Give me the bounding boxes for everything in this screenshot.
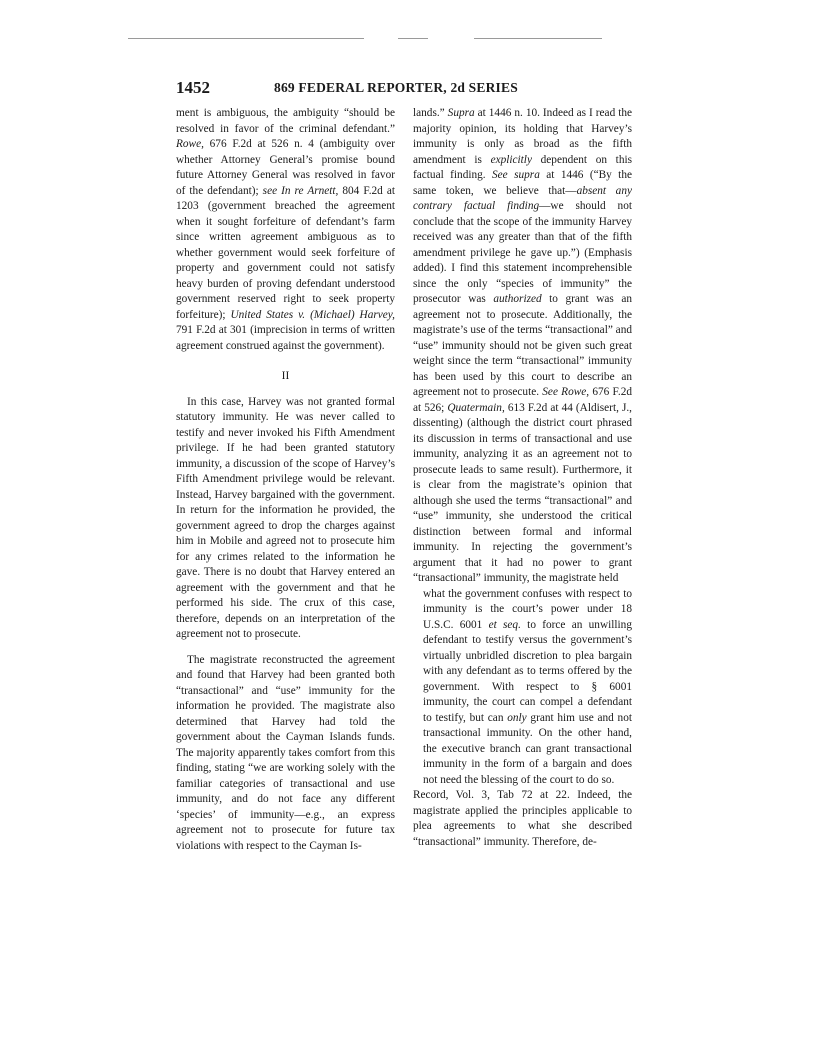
emphasis: absent any contrary factual finding xyxy=(413,184,632,212)
case-citation: See Rowe, xyxy=(542,386,590,398)
right-column xyxy=(413,106,632,850)
paragraph-continued: lands.” Supra at 1446 n. 10. Indeed as I read the majority opinion, its holding that Harvey’s immunity is only as broad as the fifth amendment is explicitly dependent on this factual finding. See supra at 1446 (“By the same token, we believe that—absent any contrary factual finding—we should not conclude that the scope of the immunity Harvey received was any greater than that of the fifth amendment privilege he gave up.”) (Emphasis added). I find this statement incomprehensible since the only “species of immunity” the prosecutor was authorized to grant was an agreement not to prosecute. Additionally, the magistrate’s use of the terms “transactional” and “use” immunity should not be given such great weight since the term “transactional” immunity has been used by this court to describe an agreement not to prosecute. See Rowe, 676 F.2d at 526; Quatermain, 613 F.2d at 44 (Aldisert, J., dissenting) (although the district court phrased its discussion in terms of transactional and use immunity, analyzing it as an agreement not to prosecute leads to same result). Furthermore, it is clear from the magistrate’s opinion that although she used the terms “transactional” and “use” immunity, she understood the critical distinction between formal and informal immunity. In rejecting the government’s argument that it had no power to grant “transactional” immunity, the magistrate held xyxy=(413,107,633,584)
paragraph: Record, Vol. 3, Tab 72 at 22. Indeed, the magistrate applied the principles applicable to plea agreements to what she described “transactional” immunity. Therefore, de- xyxy=(413,789,632,848)
paragraph-continued: ment is ambiguous, the ambiguity “should be resolved in favor of the criminal defendant.” Rowe, 676 F.2d at 526 n. 4 (ambiguity over whether Attorney General’s promise bound future Attorney General was resolved in favor of the defendant); see In re Arnett, 804 F.2d at 1203 (government breached the agreement when it sought forfeiture of defendant’s farm since written agreement ambiguous as to whether government would seek forfeiture of property and government could not satisfy heavy burden of proving defendant understood government reserved right to seek property forfeiture); United States v. (Michael) Harvey, 791 F.2d at 301 (imprecision in terms of written agreement construed against the government). xyxy=(176,107,395,352)
emphasis: et seq. xyxy=(488,618,521,631)
case-citation: see In re Arnett, xyxy=(262,184,339,197)
case-citation: Rowe, xyxy=(176,138,204,150)
page-header xyxy=(176,78,642,100)
emphasis: explicitly xyxy=(490,153,532,166)
case-citation: United States v. (Michael) Harvey, xyxy=(230,308,395,321)
running-head: 869 FEDERAL REPORTER, 2d SERIES xyxy=(274,80,518,95)
scan-artifact-line xyxy=(474,38,602,39)
scan-artifact-line xyxy=(128,38,364,39)
block-quote-text: what the government confuses with respect to immunity is the court’s power under 18 U.S.C. 6001 et seq. to force an unwilling defendant to testify versus the government’s virtually unbridled discretion to plea bargain with any defendant as to terms offered by the government. With respect to § 6001 immunity, the court can compel a defendant to testify, but can only grant him use and not transactional immunity. On the other hand, the executive branch can grant transactional immunity in the form of a bargain and does not need the blessing of the court to do so. xyxy=(423,587,632,786)
section-heading: II xyxy=(281,370,290,382)
paragraph: In this case, Harvey was not granted formal statutory immunity. He was never called to testify and never invoked his Fifth Amendment privilege. If he had been granted statutory immunity, a discussion of the scope of Harvey’s Fifth Amendment privilege would be relevant. Instead, Harvey bargained with the government. In return for the information he provided, the government agreed to drop the charges against him in Mobile and agreed not to prosecute him for any crimes related to the information he gave. There is no doubt that Harvey entered an agreement with the government and that he performed his side. The crux of this case, therefore, depends on an interpretation of the agreement not to prosecute. xyxy=(176,395,395,640)
emphasis: only xyxy=(507,711,527,724)
paragraph: The magistrate reconstructed the agreement and found that Harvey had been granted both “transactional” and “use” immunity for the information he provided. The magistrate also determined that Harvey had told the government about the Cayman Islands funds. The majority apparently takes comfort from this finding, stating “we are working solely with the familiar categories of transactional and use immunity, and do not face any different ‘species’ of immunity—e.g., an express agreement not to prosecute for future tax violations with respect to the Cayman Is- xyxy=(176,653,395,852)
citation-signal: See supra xyxy=(492,169,540,181)
citation-signal: Supra xyxy=(447,107,475,119)
block-quote xyxy=(423,587,632,789)
page-number: 1452 xyxy=(176,78,210,97)
left-column xyxy=(176,106,395,854)
scan-artifact-line xyxy=(398,38,428,39)
case-citation: Quatermain, xyxy=(447,401,505,414)
emphasis: authorized xyxy=(493,293,542,305)
